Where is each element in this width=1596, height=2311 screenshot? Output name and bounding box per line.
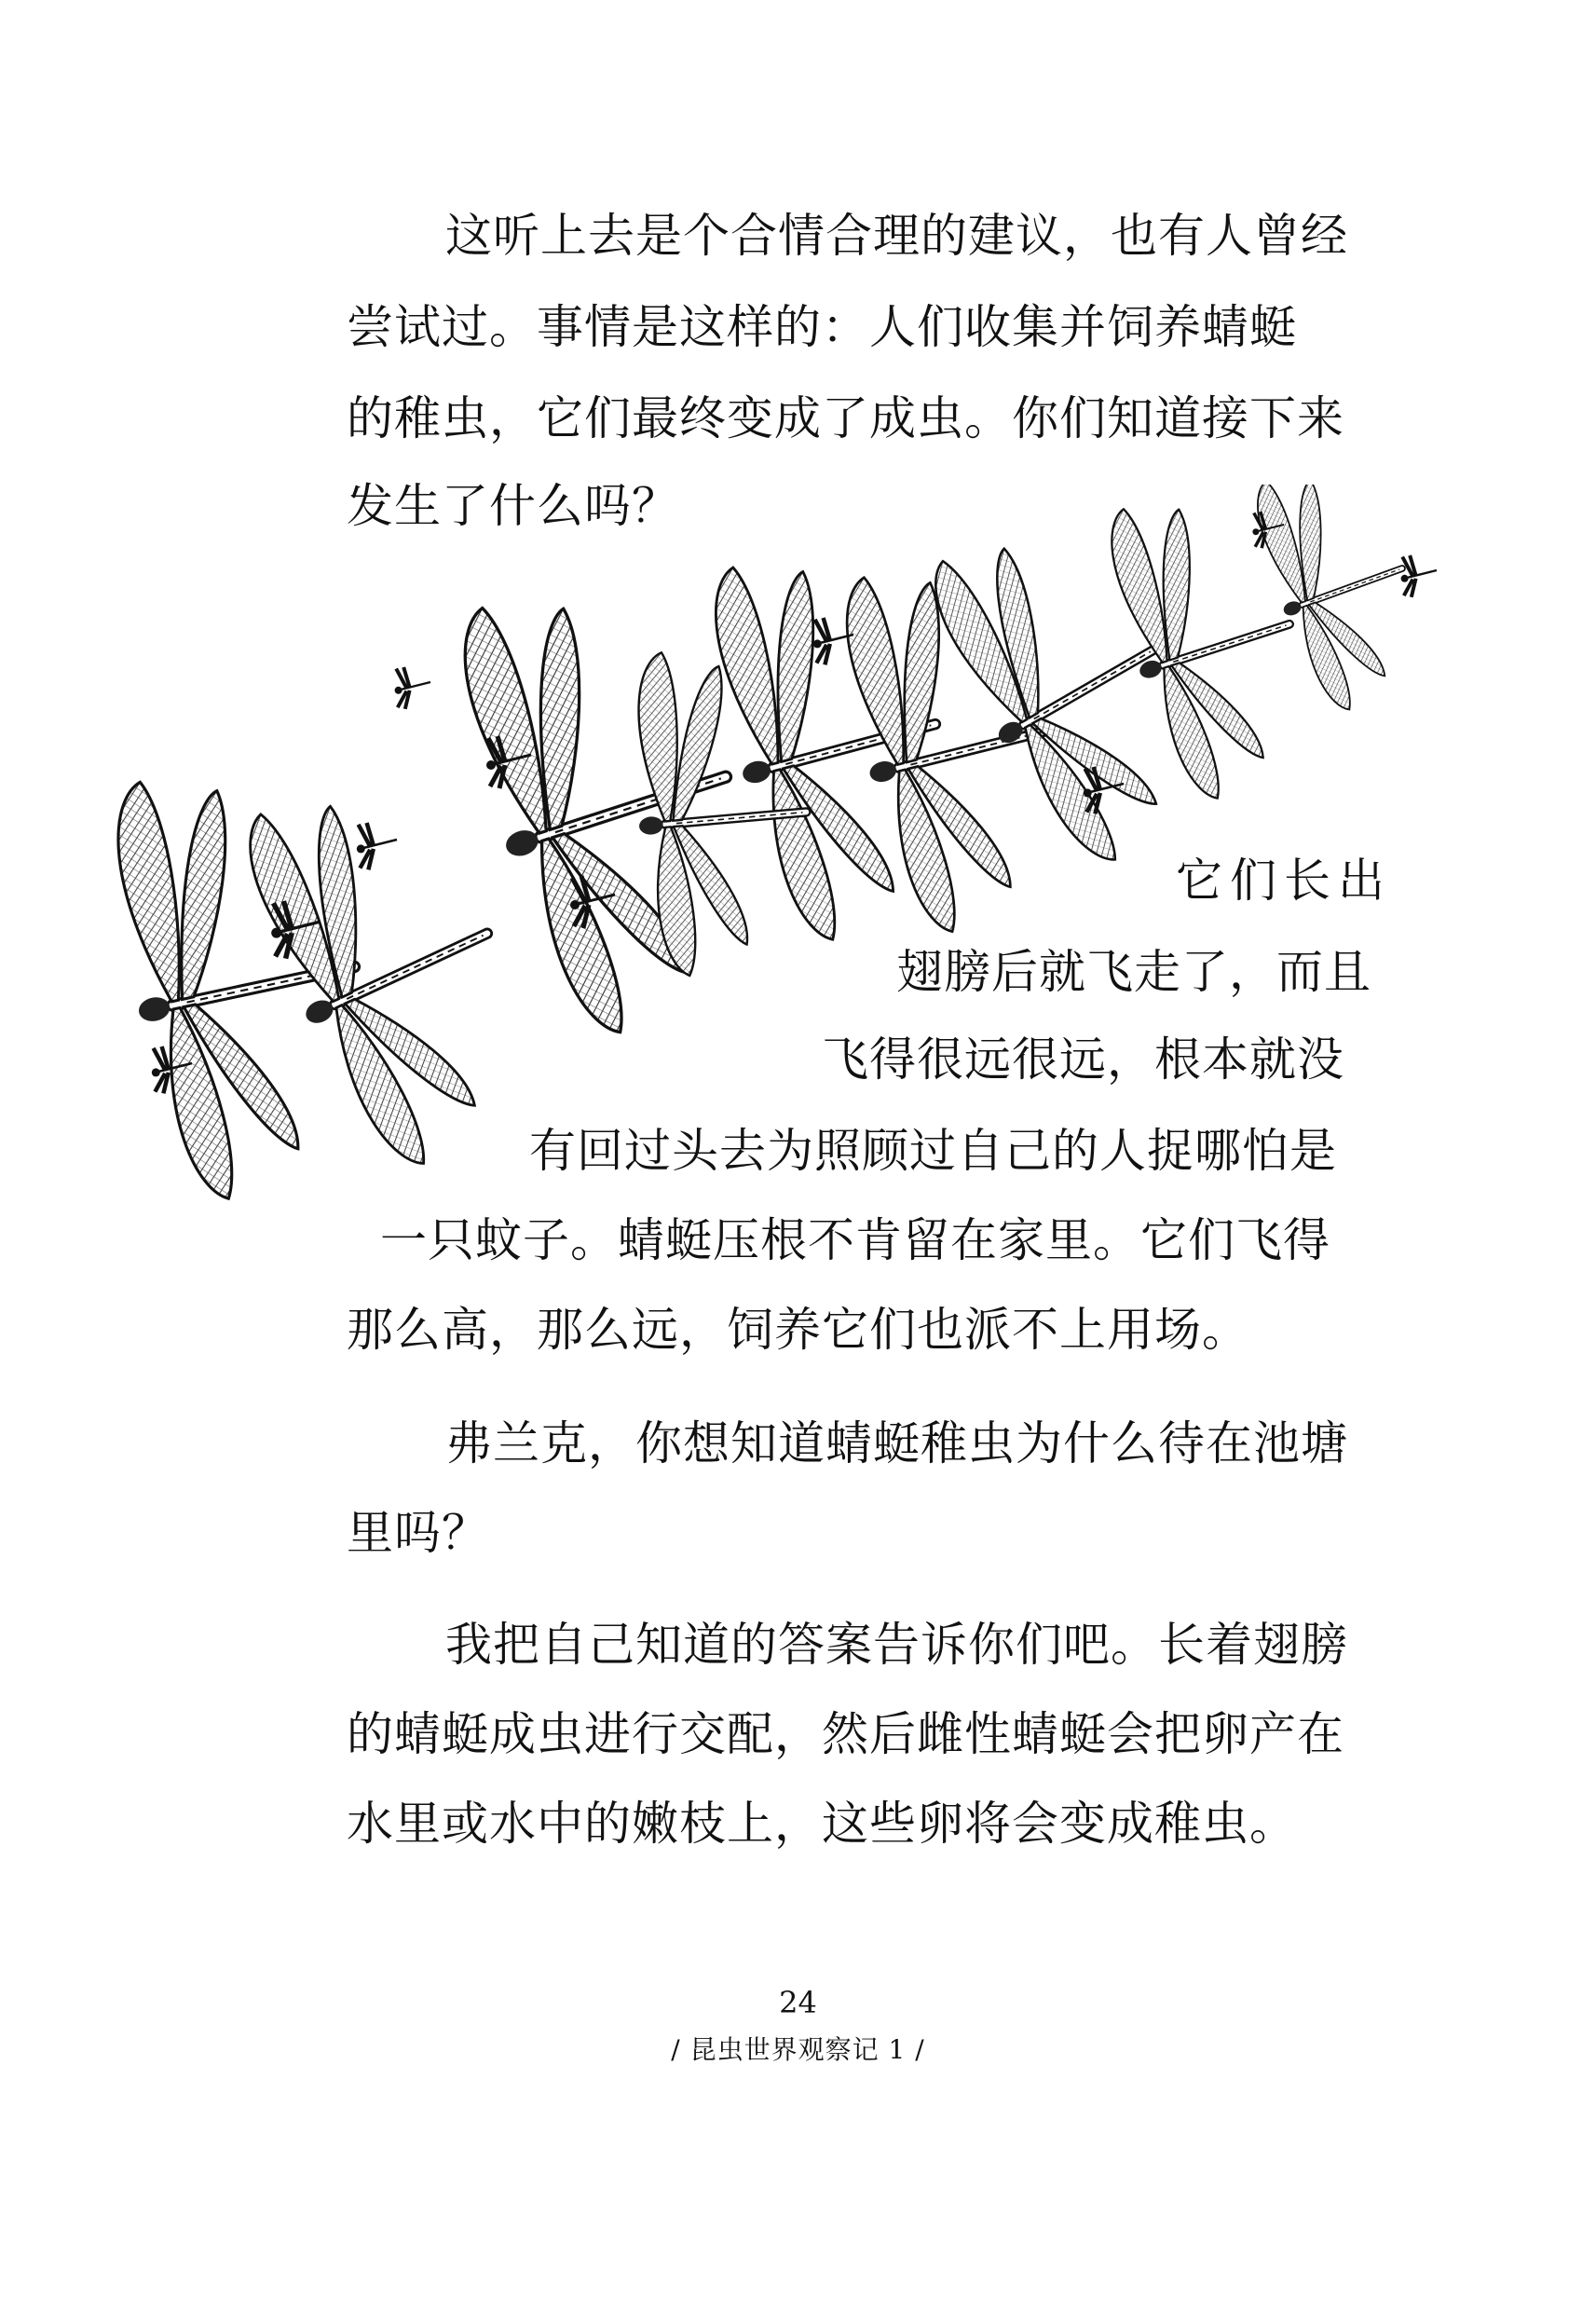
page-number: 24 (779, 1985, 817, 2020)
running-footer-title: / 昆虫世界观察记 1 / (671, 2034, 925, 2065)
paragraph-3-line-2: 里吗？ (347, 1506, 489, 1560)
paragraph-2-line-3: 飞得很远很远，根本就没 (822, 1032, 1344, 1087)
paragraph-1-line-3: 的稚虫，它们最终变成了成虫。你们知道接下来 (347, 391, 1344, 445)
paragraph-4-line-1: 我把自己知道的答案告诉你们吧。长着翅膀 (445, 1618, 1348, 1672)
paragraph-1-line-2: 尝试过。事情是这样的：人们收集并饲养蜻蜓 (347, 300, 1297, 354)
paragraph-4-line-2: 的蜻蜓成虫进行交配，然后雌性蜻蜓会把卵产在 (347, 1707, 1344, 1761)
paragraph-2-line-5: 一只蚊子。蜻蜓压根不肯留在家里。它们飞得 (380, 1213, 1330, 1267)
paragraph-1-line-4: 发生了什么吗？ (347, 479, 679, 533)
paragraph-3-line-1: 弗兰克，你想知道蜻蜓稚虫为什么待在池塘 (445, 1416, 1348, 1470)
paragraph-1-line-1: 这听上去是个合情合理的建议，也有人曾经 (445, 209, 1348, 263)
paragraph-2-line-2: 翅膀后就飞走了，而且 (896, 945, 1371, 999)
paragraph-2-line-4: 有回过头去为照顾过自己的人捉哪怕是 (529, 1124, 1337, 1178)
paragraph-2-line-1: 它们长出 (1176, 854, 1392, 908)
paragraph-2-line-6: 那么高，那么远，饲养它们也派不上用场。 (347, 1303, 1249, 1357)
paragraph-4-line-3: 水里或水中的嫩枝上，这些卵将会变成稚虫。 (347, 1797, 1297, 1851)
